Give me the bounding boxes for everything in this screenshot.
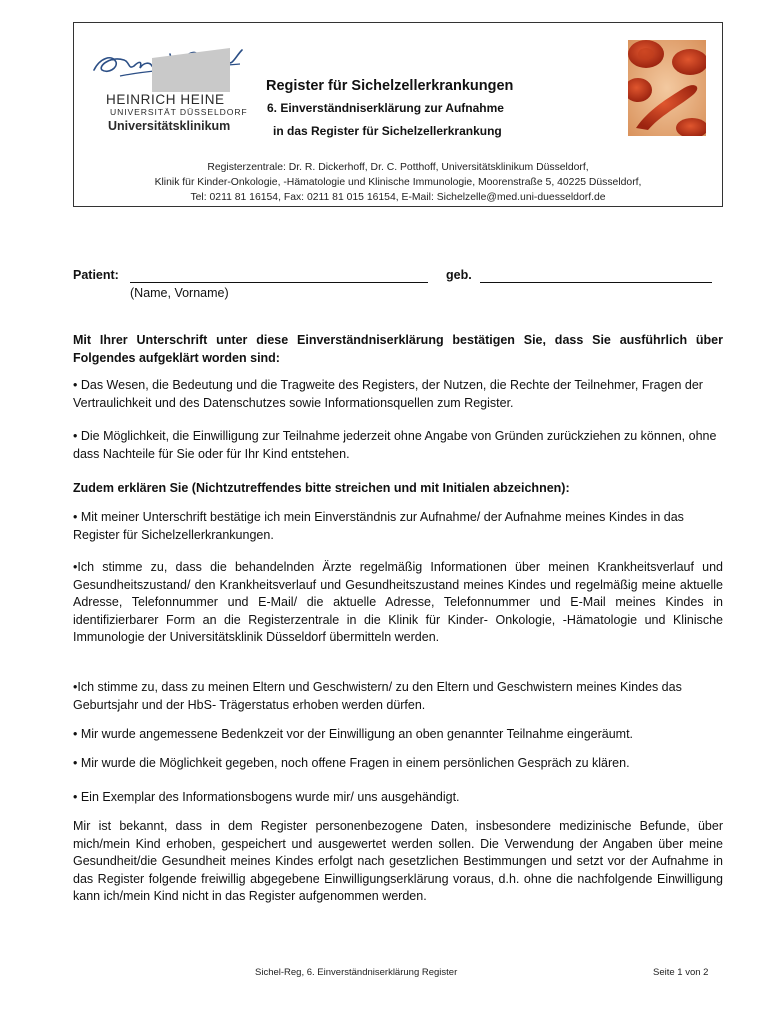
declare-bullet-4: • Mir wurde angemessene Bedenkzeit vor der Einwilligung an oben genannter Teilnahme eingeräumt. <box>73 727 634 741</box>
footer-document-name: Sichel-Reg, 6. Einverständniserklärung Register <box>255 967 458 978</box>
footer-page-number: Seite 1 von 2 <box>653 967 709 978</box>
declare-bullet-1: • Mit meiner Unterschrift bestätige ich mein Einverständnis zur Aufnahme/ der Aufnahme meines Kindes in das Register für Sichelzellerkrankungen. <box>73 510 684 542</box>
logo-line1: HEINRICH HEINE <box>106 92 225 107</box>
red-blood-cells-icon <box>628 40 706 136</box>
intro-paragraph: Mit Ihrer Unterschrift unter diese Einverständniserklärung bestätigen Sie, dass Sie ausführlich über Folgendes aufgeklärt worden sind: <box>73 333 723 365</box>
university-logo <box>90 40 248 140</box>
birthdate-label: geb. <box>446 268 472 282</box>
register-title: Register für Sichelzellerkrankungen <box>266 78 514 94</box>
logo-line3: Universitätsklinikum <box>108 119 231 133</box>
birthdate-field[interactable] <box>480 282 712 283</box>
contact-line-1: Registerzentrale: Dr. R. Dickerhoff, Dr. C. Potthoff, Universitätsklinikum Düsseldorf, <box>207 162 589 173</box>
sickle-cell-image <box>628 40 706 136</box>
info-bullet-2: • Die Möglichkeit, die Einwilligung zur Teilnahme jederzeit ohne Angabe von Gründen zurückziehen zu können, ohne dass Nachteile für Sie oder für Ihr Kind entstehen. <box>73 429 717 461</box>
declare-bullet-6: • Ein Exemplar des Informationsbogens wurde mir/ uns ausgehändigt. <box>73 790 460 804</box>
contact-line-3: Tel: 0211 81 16154, Fax: 0211 81 015 16154, E-Mail: Sichelzelle@med.uni-duesseldorf.de <box>190 192 606 203</box>
closing-paragraph: Mir ist bekannt, dass in dem Register personenbezogene Daten, insbesondere medizinische Befunde, über mich/mein Kind erhoben, gespeichert und ausgewertet werden sollen. Die Verwendung der Angaben über meine Gesundheit/die Gesundheit meines Kindes erfolgt nach gesetzlichen Bestimmungen und setzt vor der Aufnahme in das Register folgende freiwillig abgegebene Einwilligungserklärung voraus, d.h. ohne die nachfolgende Einwilligung kann ich/mein Kind nicht in das Register aufgenommen werden. <box>73 819 723 903</box>
declare-bullet-5: • Mir wurde die Möglichkeit gegeben, noch offene Fragen in einem persönlichen Gespräch zu klären. <box>73 756 630 770</box>
declare-bullet-2: •Ich stimme zu, dass die behandelnden Ärzte regelmäßig Informationen über meinen Krankheitsverlauf und Gesundheitszustand/ den Krankheitsverlauf und Gesundheitszustand meines Kindes und regelmäßig meine aktuelle Adresse, Telefonnummer und E-Mail/ die aktuelle Adresse, Telefonnummer und E-Mail meines Kindes in identifizierbarer Form an die Registerzentrale in die Klinik für Kinder- Onkologie, -Hämatologie und Klinische Immunologie der Universitätsklinik Düsseldorf übermitteln werden. <box>73 560 723 644</box>
contact-line-2: Klinik für Kinder-Onkologie, -Hämatologie und Klinische Immunologie, Moorenstraße 5, 40225 Düsseldorf, <box>154 177 642 188</box>
name-hint: (Name, Vorname) <box>130 286 229 300</box>
declare-heading: Zudem erklären Sie (Nichtzutreffendes bitte streichen und mit Initialen abzeichnen): <box>73 481 570 495</box>
patient-name-field[interactable] <box>130 282 428 283</box>
register-subtitle-1: 6. Einverständniserklärung zur Aufnahme <box>267 101 504 115</box>
register-subtitle-2: in das Register für Sichelzellerkrankung <box>273 124 502 138</box>
patient-label: Patient: <box>73 268 119 282</box>
logo-line2: UNIVERSITÄT DÜSSELDORF <box>110 107 248 117</box>
info-bullet-1: • Das Wesen, die Bedeutung und die Tragweite des Registers, der Nutzen, die Rechte der Teilnehmer, Fragen der Vertraulichkeit und des Datenschutzes sowie Informationsquellen zum Register. <box>73 378 703 410</box>
declare-bullet-3: •Ich stimme zu, dass zu meinen Eltern und Geschwistern/ zu den Eltern und Geschwistern meines Kindes das Geburtsjahr und der HbS- Trägerstatus erhoben werden dürfen. <box>73 680 682 712</box>
